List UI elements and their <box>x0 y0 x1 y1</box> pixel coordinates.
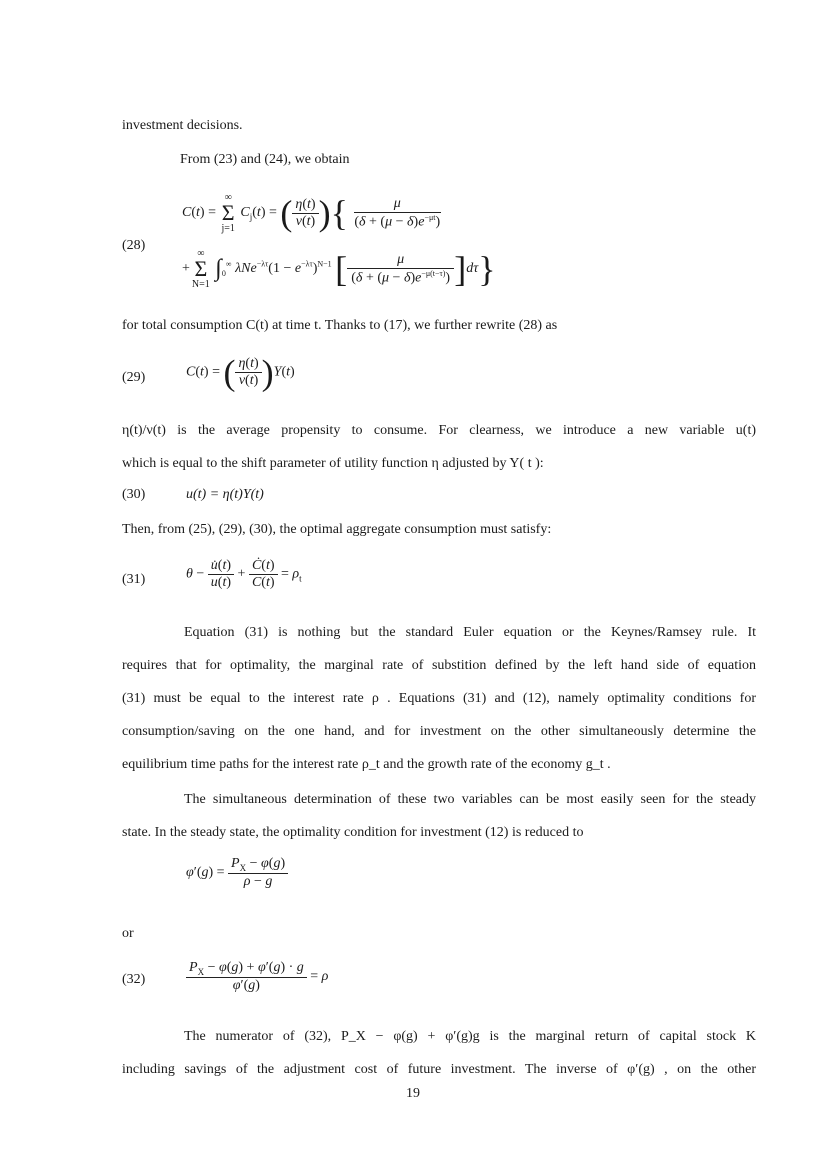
equation-30: u(t) = η(t)Y(t) <box>186 487 264 502</box>
text-line: consumption/saving on the one hand, and for investment on the other simultaneously determine the <box>122 724 756 739</box>
from-line: From (23) and (24), we obtain <box>180 152 350 167</box>
paragraph-euler <box>122 616 756 781</box>
text-line: equilibrium time paths for the interest rate ρ_t and the growth rate of the economy g_t . <box>122 757 611 772</box>
after-30-text: Then, from (25), (29), (30), the optimal aggregate consumption must satisfy: <box>122 522 552 537</box>
text-line: Equation (31) is nothing but the standard Euler equation or the Keynes/Ramsey rule. It <box>184 625 756 640</box>
text-line: state. In the steady state, the optimality condition for investment (12) is reduced to <box>122 825 584 840</box>
paragraph-steady-state <box>122 783 756 849</box>
equation-phi-prime: φ′(g) = $\frac{P_X - \varphi(g)}{\rho - g}$ <box>186 856 288 890</box>
equation-31: θ − $\frac{u̇(t)}{u(t)}$ + $\frac{Ċ(t)}{C(t)}$ = $\rho_t$ <box>186 558 302 590</box>
equation-29: C(t) = ( $\frac{\eta(t)}{\nu(t)}$ )Y(t) <box>186 352 295 393</box>
eq30-label: (30) <box>122 487 146 502</box>
after-28-text: for total consumption C(t) at time t. Thanks to (17), we further rewrite (28) as <box>122 318 558 333</box>
equation-28-line1: C(t) = ∞ Σ j=1 $C_j(t)$ = ( $\frac{\eta(t)}{\nu(t)}$ ){ $\frac{\mu}{(\delta + (\mu - \delta)e^{-\mu t})}$ <box>182 192 441 234</box>
text-line: including savings of the adjustment cost of future investment. The inverse of φ′(g) , on the other <box>122 1062 756 1077</box>
eq28-label: (28) <box>122 238 146 253</box>
text-line: The simultaneous determination of these two variables can be most easily seen for the steady <box>184 792 756 807</box>
eq31-label: (31) <box>122 572 146 587</box>
eq29-label: (29) <box>122 370 146 385</box>
equation-32: $\frac{P_X - \varphi(g) + \varphi'(g) \cdot g}{\varphi'(g)}$ = ρ <box>186 960 328 994</box>
text-line: η(t)/ν(t) is the average propensity to consume. For clearness, we introduce a new variable u(t) <box>122 423 756 438</box>
or-text: or <box>122 926 134 941</box>
text-line: which is equal to the shift parameter of utility function η adjusted by Y( t ): <box>122 456 544 471</box>
text-line: (31) must be equal to the interest rate ρ . Equations (31) and (12), namely optimality conditions for <box>122 691 756 706</box>
equation-28-line2: + ∞ Σ N=1 $\int_0^\infty$ $\lambda Ne^{-\lambda\tau}(1 - e^{-\lambda\tau})^{N-1}$ [ $\frac{\mu}{(\delta + (\mu - \delta)e^{-\mu(t-\tau)})}$ ]dτ} <box>182 248 496 290</box>
opening-line: investment decisions. <box>122 118 243 133</box>
eq32-label: (32) <box>122 972 146 987</box>
text-line: requires that for optimality, the marginal rate of substition defined by the left hand side of equation <box>122 658 756 673</box>
page-number: 19 <box>406 1086 420 1101</box>
text-line: The numerator of (32), P_X − φ(g) + φ′(g)g is the marginal return of capital stock K <box>184 1029 756 1044</box>
paragraph-numerator <box>122 1020 756 1086</box>
after-29-paragraph <box>122 414 756 480</box>
